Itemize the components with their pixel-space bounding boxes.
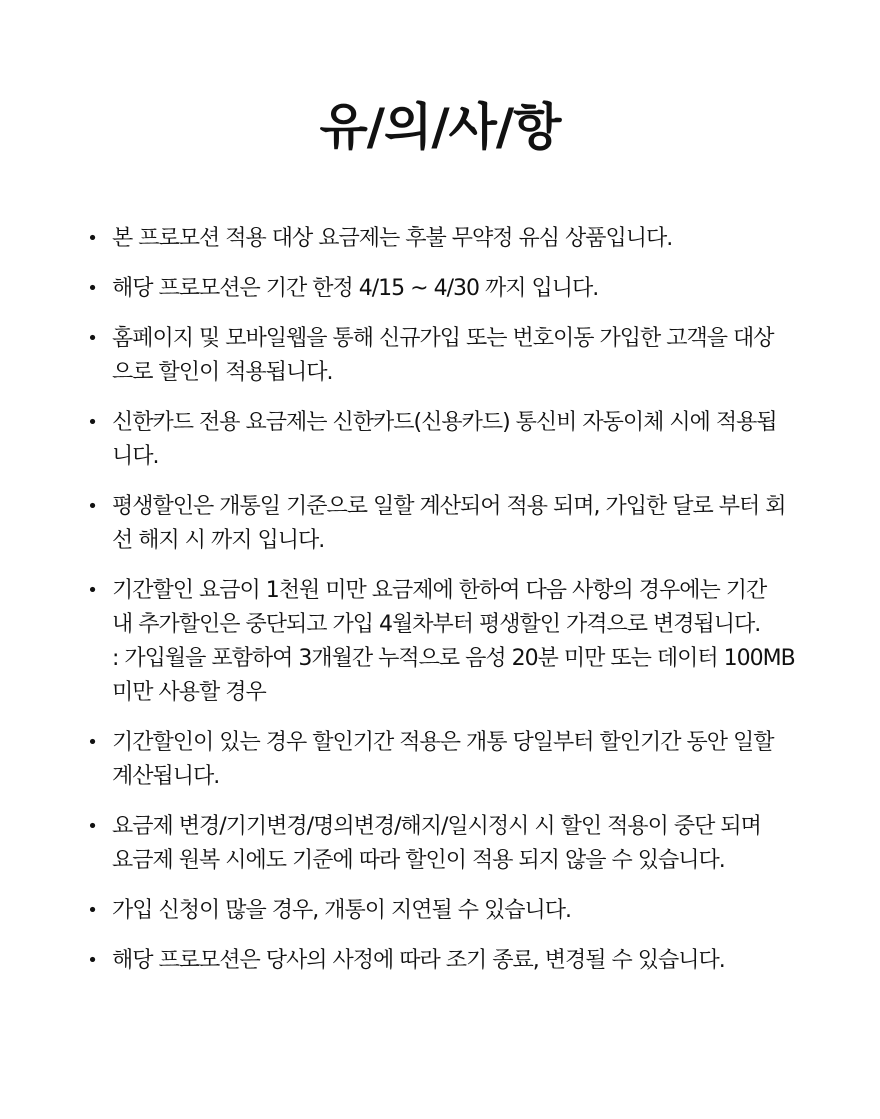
notice-list (86, 222, 816, 994)
notice-item (86, 322, 816, 390)
notice-line: : 가입월을 포함하여 3개월간 누적으로 음성 20분 미만 또는 데이터 100MB (112, 646, 795, 671)
notice-line: 계산됩니다. (112, 764, 220, 789)
notice-line: 요금제 원복 시에도 기준에 따라 할인이 적용 되지 않을 수 있습니다. (112, 848, 725, 873)
notice-line: 본 프로모션 적용 대상 요금제는 후불 무약정 유심 상품입니다. (112, 226, 673, 251)
notice-line: 기간할인 요금이 1천원 미만 요금제에 한하여 다음 사항의 경우에는 기간 (112, 578, 767, 603)
notice-item (86, 222, 816, 256)
notice-line: 신한카드 전용 요금제는 신한카드(신용카드) 통신비 자동이체 시에 적용됩 (112, 410, 777, 435)
notice-line: 기간할인이 있는 경우 할인기간 적용은 개통 당일부터 할인기간 동안 일할 (112, 730, 774, 755)
notice-line: 니다. (112, 444, 159, 469)
bullet-icon: • (87, 328, 97, 349)
notice-item (86, 574, 816, 710)
notice-line: 으로 할인이 적용됩니다. (112, 360, 333, 385)
bullet-icon: • (87, 278, 97, 299)
notice-line: 홈페이지 및 모바일웹을 통해 신규가입 또는 번호이동 가입한 고객을 대상 (112, 326, 774, 351)
bullet-icon: • (87, 950, 97, 971)
bullet-icon: • (87, 732, 97, 753)
notice-line: 해당 프로모션은 당사의 사정에 따라 조기 종료, 변경될 수 있습니다. (112, 948, 725, 973)
page-title: 유/의/사/항 (319, 98, 561, 156)
notice-item (86, 272, 816, 306)
notice-line: 선 해지 시 까지 입니다. (112, 528, 325, 553)
notice-line: 내 추가할인은 중단되고 가입 4월차부터 평생할인 가격으로 변경됩니다. (112, 612, 761, 637)
bullet-icon: • (87, 412, 97, 433)
notice-item (86, 894, 816, 928)
notice-line: 해당 프로모션은 기간 한정 4/15 ~ 4/30 까지 입니다. (112, 276, 599, 301)
notice-item (86, 726, 816, 794)
notice-line: 가입 신청이 많을 경우, 개통이 지연될 수 있습니다. (112, 898, 571, 923)
notice-line: 미만 사용할 경우 (112, 680, 266, 705)
bullet-icon: • (87, 900, 97, 921)
bullet-icon: • (87, 496, 97, 517)
notice-line: 요금제 변경/기기변경/명의변경/해지/일시정시 시 할인 적용이 중단 되며 (112, 814, 761, 839)
bullet-icon: • (87, 228, 97, 249)
notice-line: 평생할인은 개통일 기준으로 일할 계산되어 적용 되며, 가입한 달로 부터 회 (112, 494, 786, 519)
bullet-icon: • (87, 580, 97, 601)
notice-item (86, 810, 816, 878)
notice-item (86, 944, 816, 978)
notice-item (86, 406, 816, 474)
notice-item (86, 490, 816, 558)
bullet-icon: • (87, 816, 97, 837)
